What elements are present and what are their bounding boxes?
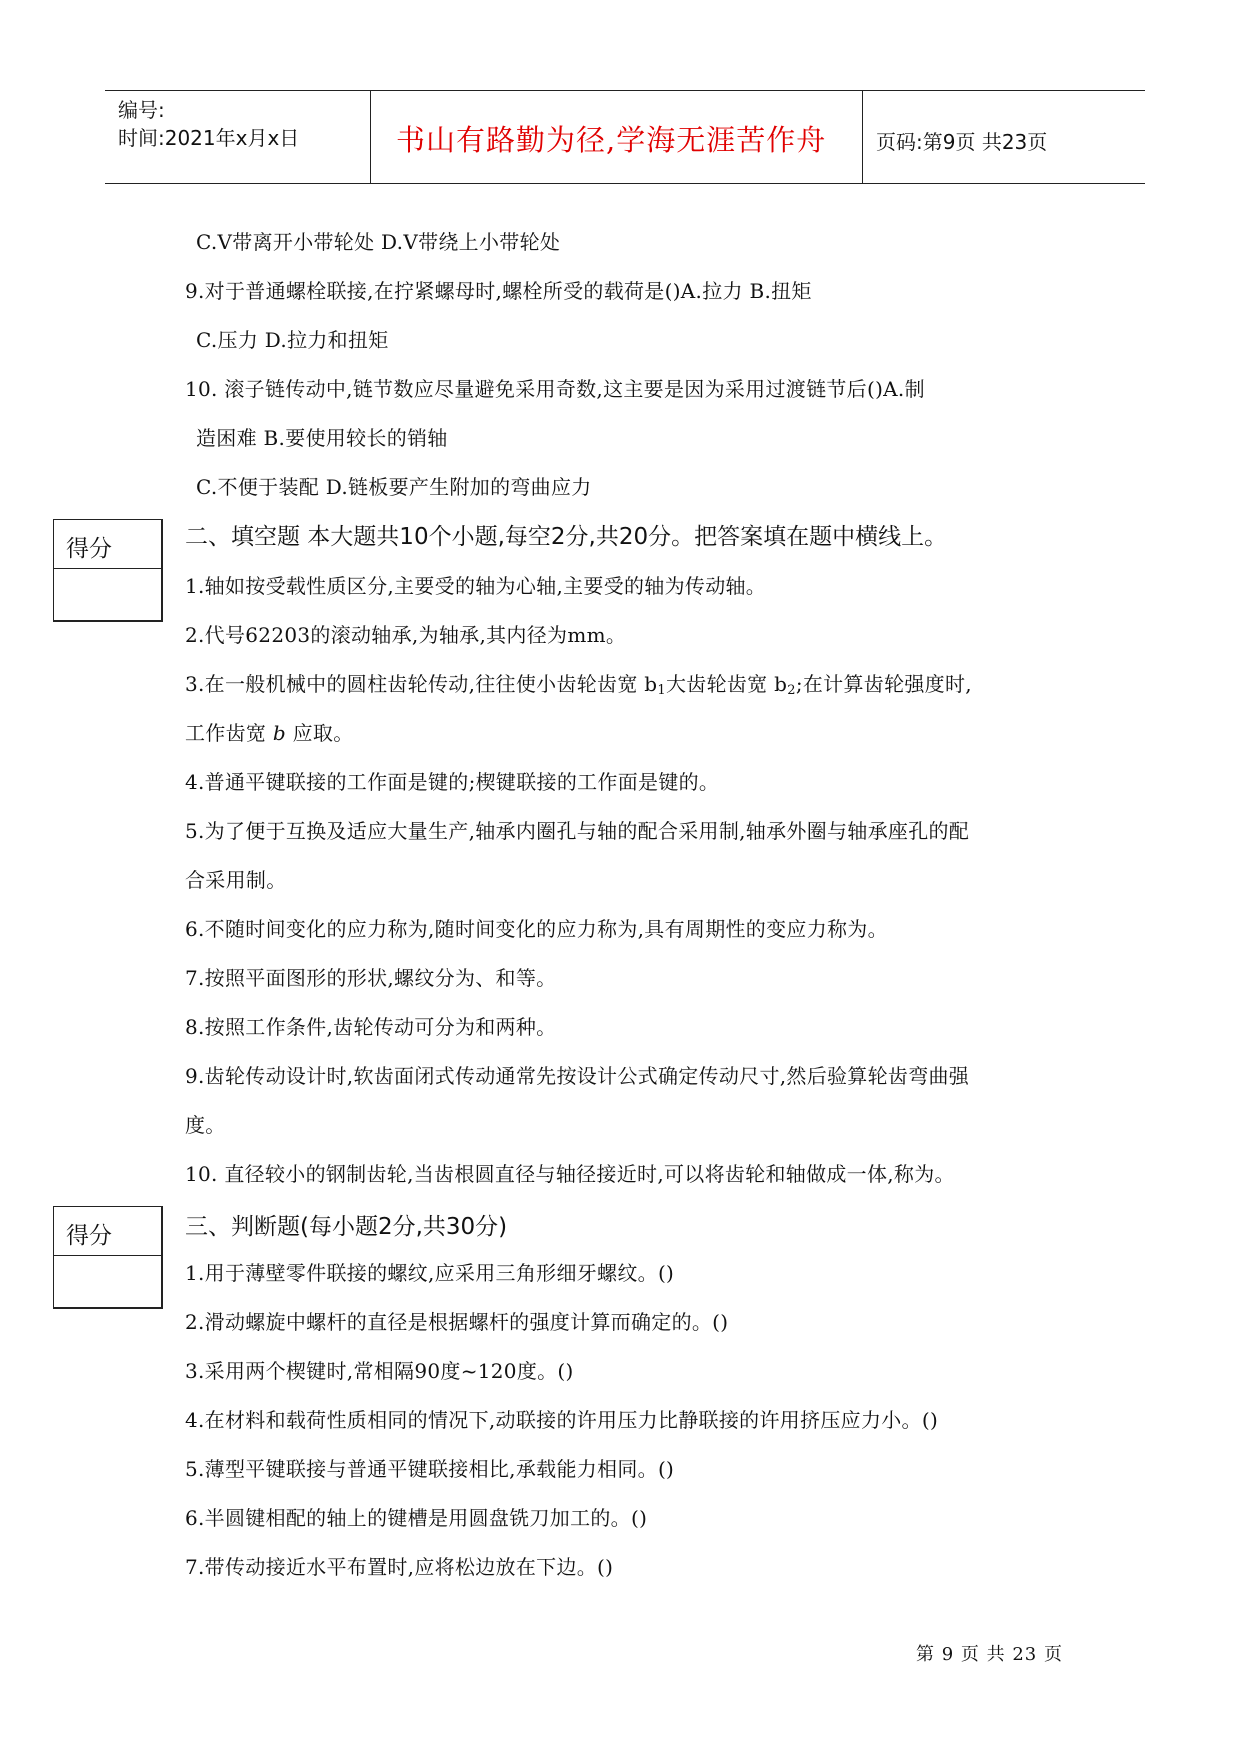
question: 7.按照平面图形的形状,螺纹分为、和等。 <box>185 966 557 990</box>
question: 5.为了便于互换及适应大量生产,轴承内圈孔与轴的配合采用制,轴承外圈与轴承座孔的配 <box>185 819 970 843</box>
score-box <box>53 519 163 622</box>
score-label: 得分 <box>66 1223 112 1249</box>
motto: 书山有路勤为径,学海无涯苦作舟 <box>396 123 827 157</box>
question-text: ;在计算齿轮强度时, <box>795 672 972 696</box>
subscript: 2 <box>787 683 796 698</box>
page-footer: 第 9 页 共 23 页 <box>916 1644 1063 1665</box>
text-line: C.V带离开小带轮处 D.V带绕上小带轮处 <box>196 230 561 254</box>
question: 9.齿轮传动设计时,软齿面闭式传动通常先按设计公式确定传动尺寸,然后验算轮齿弯曲强 <box>185 1064 970 1088</box>
score-box <box>53 1206 163 1309</box>
score-box-divider <box>54 568 161 569</box>
question: 3.采用两个楔键时,常相隔90度~120度。() <box>185 1359 574 1383</box>
serial-label: 编号: <box>118 98 165 122</box>
question: 6.不随时间变化的应力称为,随时间变化的应力称为,具有周期性的变应力称为。 <box>185 917 888 941</box>
question: 1.轴如按受载性质区分,主要受的轴为心轴,主要受的轴为传动轴。 <box>185 574 767 598</box>
question: 8.按照工作条件,齿轮传动可分为和两种。 <box>185 1015 557 1039</box>
question: 5.薄型平键联接与普通平键联接相比,承载能力相同。() <box>185 1457 675 1481</box>
page-label: 页码:第9页 共23页 <box>876 130 1048 154</box>
header-divider <box>862 90 863 183</box>
section-title: 二、填空题 本大题共10个小题,每空2分,共20分。把答案填在题中横线上。 <box>185 524 948 550</box>
question: 10. 直径较小的钢制齿轮,当齿根圆直径与轴径接近时,可以将齿轮和轴做成一体,称为。 <box>185 1162 955 1186</box>
text-line: 9.对于普通螺栓联接,在拧紧螺母时,螺栓所受的载荷是()A.拉力 B.扭矩 <box>185 279 812 303</box>
question: 合采用制。 <box>185 868 287 892</box>
header-top-rule <box>105 90 1145 91</box>
text-line: C.不便于装配 D.链板要产生附加的弯曲应力 <box>196 475 592 499</box>
question: 7.带传动接近水平布置时,应将松边放在下边。() <box>185 1555 614 1579</box>
question: 2.滑动螺旋中螺杆的直径是根据螺杆的强度计算而确定的。() <box>185 1310 729 1334</box>
question-text: 工作齿宽 <box>185 721 273 745</box>
text-line: 10. 滚子链传动中,链节数应尽量避免采用奇数,这主要是因为采用过渡链节后()A.制 <box>185 377 925 401</box>
text-line: C.压力 D.拉力和扭矩 <box>196 328 389 352</box>
question: 4.在材料和载荷性质相同的情况下,动联接的许用压力比静联接的许用挤压应力小。() <box>185 1408 939 1432</box>
question: 1.用于薄壁零件联接的螺纹,应采用三角形细牙螺纹。() <box>185 1261 675 1285</box>
question-text: 应取。 <box>285 721 354 745</box>
question-text: 3.在一般机械中的圆柱齿轮传动,往往使小齿轮齿宽 b <box>185 672 658 696</box>
header-bottom-rule <box>105 183 1145 184</box>
question: 度。 <box>185 1113 226 1137</box>
question: 6.半圆键相配的轴上的键槽是用圆盘铣刀加工的。() <box>185 1506 648 1530</box>
score-label: 得分 <box>66 536 112 562</box>
section-title: 三、判断题(每小题2分,共30分) <box>185 1214 508 1240</box>
subscript: 1 <box>657 683 666 698</box>
time-label: 时间:2021年x月x日 <box>118 126 300 150</box>
question <box>185 668 972 698</box>
text-line: 造困难 B.要使用较长的销轴 <box>196 426 448 450</box>
question: 2.代号62203的滚动轴承,为轴承,其内径为mm。 <box>185 623 627 647</box>
score-box-divider <box>54 1255 161 1256</box>
question: 4.普通平键联接的工作面是键的;楔键联接的工作面是键的。 <box>185 770 720 794</box>
question <box>185 717 354 746</box>
variable: b <box>272 721 286 745</box>
header-divider <box>370 90 371 183</box>
question-text: 大齿轮齿宽 b <box>665 672 788 696</box>
